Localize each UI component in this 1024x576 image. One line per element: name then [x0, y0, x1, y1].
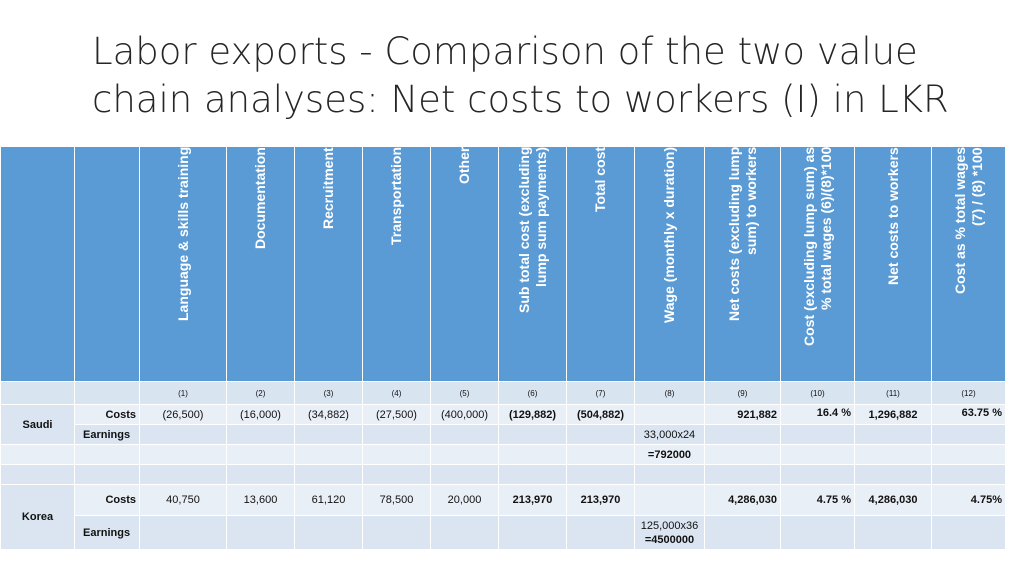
row-label-costs: Costs — [75, 405, 140, 425]
header-col-1 — [140, 147, 227, 382]
col-number: (4) — [363, 382, 431, 405]
header-cost-percent-wages: Cost (excluding lump sum) as % total wages (6)/(8)*100 — [800, 147, 834, 347]
header-col-7 — [567, 147, 635, 382]
col-number: (10) — [781, 382, 855, 405]
country-korea: Korea — [1, 485, 75, 550]
header-wage: Wage (monthly x duration) — [661, 147, 677, 324]
korea-wage-formula: 125,000x36 — [640, 519, 699, 532]
korea-costs-row — [1, 485, 1006, 516]
table-cell: 4.75 % — [781, 485, 855, 516]
header-row — [1, 147, 1006, 382]
korea-wage-total: =4500000 — [644, 533, 695, 546]
title-line-1: Labor exports - Comparison of the two value — [92, 30, 918, 73]
header-col-9 — [705, 147, 781, 382]
table-cell: 40,750 — [140, 485, 227, 516]
korea-earnings-row — [1, 516, 1006, 550]
table-cell: 213,970 — [567, 485, 635, 516]
col-number: (12) — [932, 382, 1006, 405]
header-documentation: Documentation — [252, 147, 268, 249]
table-cell: 61,120 — [295, 485, 363, 516]
header-blank-1 — [1, 147, 75, 382]
header-col-11 — [855, 147, 932, 382]
col-number: (3) — [295, 382, 363, 405]
col-number: (8) — [635, 382, 705, 405]
row-label-earnings: Earnings — [75, 425, 140, 445]
row-label-costs: Costs — [75, 485, 140, 516]
table-cell: (400,000) — [431, 405, 499, 425]
table-cell: (504,882) — [567, 405, 635, 425]
spacer-row — [1, 465, 1006, 485]
header-col-3 — [295, 147, 363, 382]
table-cell: (129,882) — [499, 405, 567, 425]
header-col-4 — [363, 147, 431, 382]
header-other: Other — [456, 147, 472, 185]
col-number: (5) — [431, 382, 499, 405]
table-cell: 16.4 % — [781, 405, 855, 425]
saudi-wage-calc: 33,000x24 — [635, 425, 705, 445]
table-cell: (27,500) — [363, 405, 431, 425]
header-net-costs-to-workers: Net costs to workers — [884, 147, 901, 285]
row-label-earnings: Earnings — [75, 516, 140, 550]
table-cell — [635, 405, 705, 425]
header-language-skills-training: Language & skills training — [174, 147, 191, 322]
col-number: (9) — [705, 382, 781, 405]
saudi-wage-total: =792000 — [635, 445, 705, 465]
header-col-2 — [227, 147, 295, 382]
korea-wage-calc — [635, 516, 705, 550]
table-cell: 213,970 — [499, 485, 567, 516]
slide-title — [92, 28, 992, 124]
cost-comparison-table — [0, 146, 1006, 550]
header-col-6 — [499, 147, 567, 382]
title-line-2: chain analyses: Net costs to workers (I) in LKR — [92, 78, 949, 121]
header-transportation: Transportation — [388, 147, 404, 246]
header-recruitment: Recruitment — [320, 147, 336, 229]
header-net-costs-excluding-lump-sum: Net costs (excluding lump sum) to workers — [725, 147, 759, 322]
header-blank-2 — [75, 147, 140, 382]
header-col-10 — [781, 147, 855, 382]
header-total-cost: Total cost — [592, 147, 608, 213]
col-number: (7) — [567, 382, 635, 405]
table-cell: 4,286,030 — [855, 485, 932, 516]
table-cell: 78,500 — [363, 485, 431, 516]
table-cell: 20,000 — [431, 485, 499, 516]
header-sub-total-cost: Sub total cost (excluding lump sum payments) — [515, 147, 549, 314]
header-col-12 — [932, 147, 1006, 382]
header-col-5 — [431, 147, 499, 382]
country-saudi: Saudi — [1, 405, 75, 445]
table-cell: (26,500) — [140, 405, 227, 425]
table-cell: 4,286,030 — [705, 485, 781, 516]
col-number: (11) — [855, 382, 932, 405]
col-number: (2) — [227, 382, 295, 405]
table-cell: 4.75% — [932, 485, 1006, 516]
table-cell: 921,882 — [705, 405, 781, 425]
col-number: (1) — [140, 382, 227, 405]
saudi-earnings-row — [1, 425, 1006, 445]
table-cell: (34,882) — [295, 405, 363, 425]
table-cell: 63.75 % — [932, 405, 1006, 425]
col-number: (6) — [499, 382, 567, 405]
saudi-wage-total-row — [1, 445, 1006, 465]
header-col-8 — [635, 147, 705, 382]
column-number-row — [1, 382, 1006, 405]
saudi-costs-row — [1, 405, 1006, 425]
table-cell: 1,296,882 — [855, 405, 932, 425]
table-cell — [635, 485, 705, 516]
table-cell: 13,600 — [227, 485, 295, 516]
table-cell: (16,000) — [227, 405, 295, 425]
header-cost-as-percent-total-wages: Cost as % total wages (7) / (8) *100 — [951, 147, 985, 295]
